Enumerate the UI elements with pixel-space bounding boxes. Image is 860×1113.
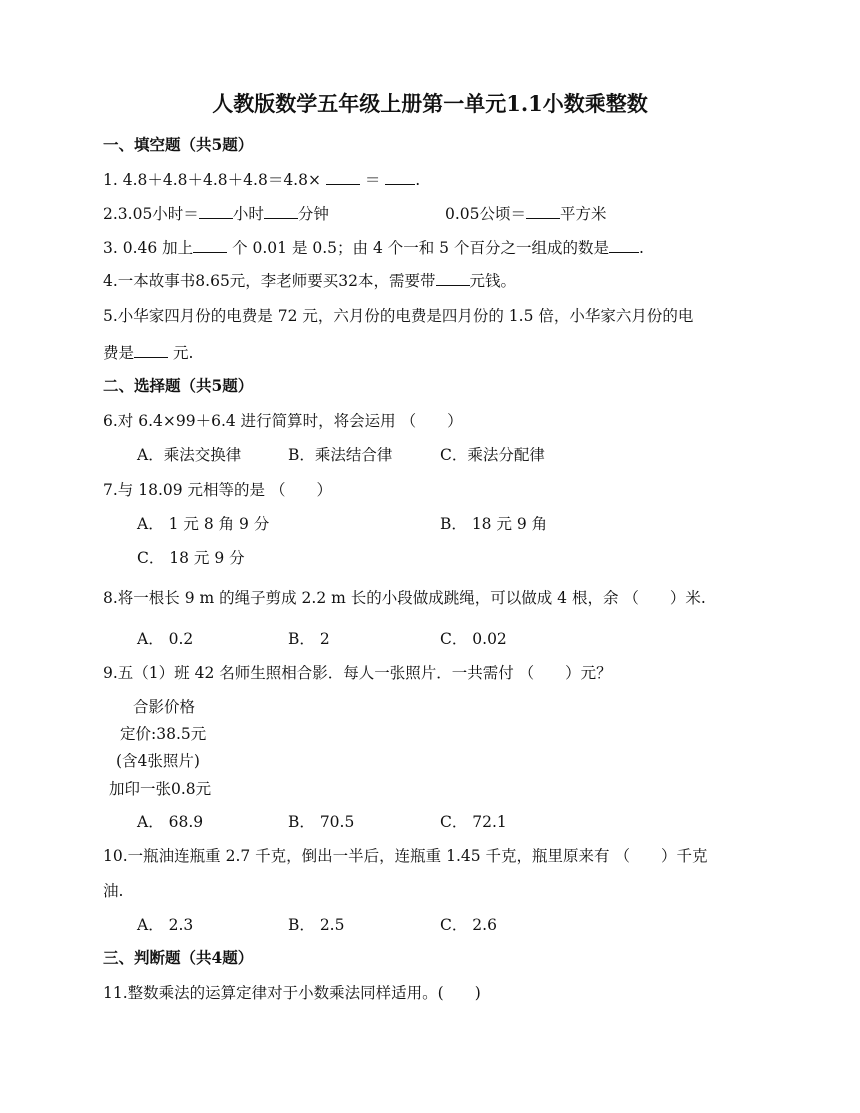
q4-blank[interactable]	[436, 271, 470, 286]
question-6: 6.对 6.4×99＋6.4 进行简算时，将会运用 （ ）	[103, 412, 463, 430]
question-9: 9.五（1）班 42 名师生照相合影．每人一张照片．一共需付 （ ）元？	[103, 664, 612, 682]
price-card-note: (含4张照片)	[116, 752, 200, 770]
q1-equals: ＝	[364, 171, 381, 189]
question-5-line-1: 5.小华家四月份的电费是 72 元，六月份的电费是四月份的 1.5 倍，小华家六月份的电	[103, 307, 694, 325]
q9-option-a[interactable]: A． 68.9	[137, 813, 204, 831]
question-2	[103, 202, 329, 224]
q2-blank-minutes[interactable]	[264, 204, 298, 219]
price-card-extra-print: 加印一张0.8元	[109, 780, 212, 798]
q2-text-d: 0.05公顷＝	[445, 205, 527, 223]
q2-text-c: 分钟	[297, 205, 329, 223]
q8-option-c[interactable]: C． 0.02	[440, 630, 507, 648]
q3-blank-2[interactable]	[609, 238, 639, 253]
q10-option-a[interactable]: A． 2.3	[137, 916, 194, 934]
question-10-line-1: 10.一瓶油连瓶重 2.7 千克，倒出一半后，连瓶重 1.45 千克，瓶里原来有 （ ）千克	[103, 847, 708, 865]
q10-option-b[interactable]: B． 2.5	[288, 916, 345, 934]
q7-option-b[interactable]: B． 18 元 9 角	[440, 515, 548, 533]
question-3	[103, 236, 644, 258]
price-card-fixed-price: 定价:38.5元	[120, 725, 207, 743]
q3-blank-1[interactable]	[193, 238, 227, 253]
q4-text-b: 元钱。	[469, 272, 517, 290]
q5-text-a: 费是	[103, 344, 135, 362]
q10-option-c[interactable]: C． 2.6	[440, 916, 497, 934]
question-11: 11.整数乘法的运算定律对于小数乘法同样适用。( )	[103, 984, 481, 1002]
q3-text-a: 3. 0.46 加上	[103, 239, 194, 257]
q1-blank-2[interactable]	[385, 170, 415, 185]
q7-option-c[interactable]: C． 18 元 9 分	[137, 549, 245, 567]
question-10-line-2: 油.	[103, 882, 124, 900]
q2-blank-hours[interactable]	[199, 204, 233, 219]
question-4	[103, 269, 516, 291]
q2-text-a: 2.3.05小时＝	[103, 205, 199, 223]
q3-text-c: .	[638, 239, 644, 257]
q5-text-b: 元.	[168, 344, 194, 362]
q3-text-b: 个 0.01 是 0.5；由 4 个一和 5 个百分之一组成的数是	[227, 239, 609, 257]
q9-option-c[interactable]: C． 72.1	[440, 813, 507, 831]
q7-option-a[interactable]: A． 1 元 8 角 9 分	[137, 515, 270, 533]
q8-option-b[interactable]: B． 2	[288, 630, 330, 648]
q9-option-b[interactable]: B． 70.5	[288, 813, 355, 831]
price-card-title: 合影价格	[133, 698, 196, 716]
question-2-part-2	[445, 202, 607, 224]
q6-option-b[interactable]: B．乘法结合律	[288, 446, 393, 464]
section-heading-fill-in: 一、填空题（共5题）	[103, 135, 254, 154]
q1-text: 1. 4.8＋4.8＋4.8＋4.8＝4.8×	[103, 171, 321, 189]
question-5-line-2	[103, 341, 193, 363]
question-8: 8.将一根长 9 m 的绳子剪成 2.2 m 长的小段做成跳绳，可以做成 4 根，余 （ ）米.	[103, 589, 706, 607]
q6-option-c[interactable]: C．乘法分配律	[440, 446, 545, 464]
q8-option-a[interactable]: A． 0.2	[137, 630, 194, 648]
page-title: 人教版数学五年级上册第一单元1.1小数乘整数	[212, 91, 648, 116]
q1-end: .	[415, 171, 421, 189]
q4-text-a: 4.一本故事书8.65元，李老师要买32本，需要带	[103, 272, 436, 290]
q1-blank-1[interactable]	[326, 170, 360, 185]
section-heading-true-false: 三、判断题（共4题）	[103, 948, 254, 967]
q2-text-e: 平方米	[560, 205, 607, 223]
question-1	[103, 168, 420, 190]
q5-blank[interactable]	[134, 343, 168, 358]
question-7: 7.与 18.09 元相等的是 （ ）	[103, 481, 332, 499]
section-heading-multiple-choice: 二、选择题（共5题）	[103, 376, 254, 395]
q6-option-a[interactable]: A．乘法交换律	[137, 446, 242, 464]
q2-blank-sqm[interactable]	[526, 204, 560, 219]
q2-text-b: 小时	[232, 205, 264, 223]
